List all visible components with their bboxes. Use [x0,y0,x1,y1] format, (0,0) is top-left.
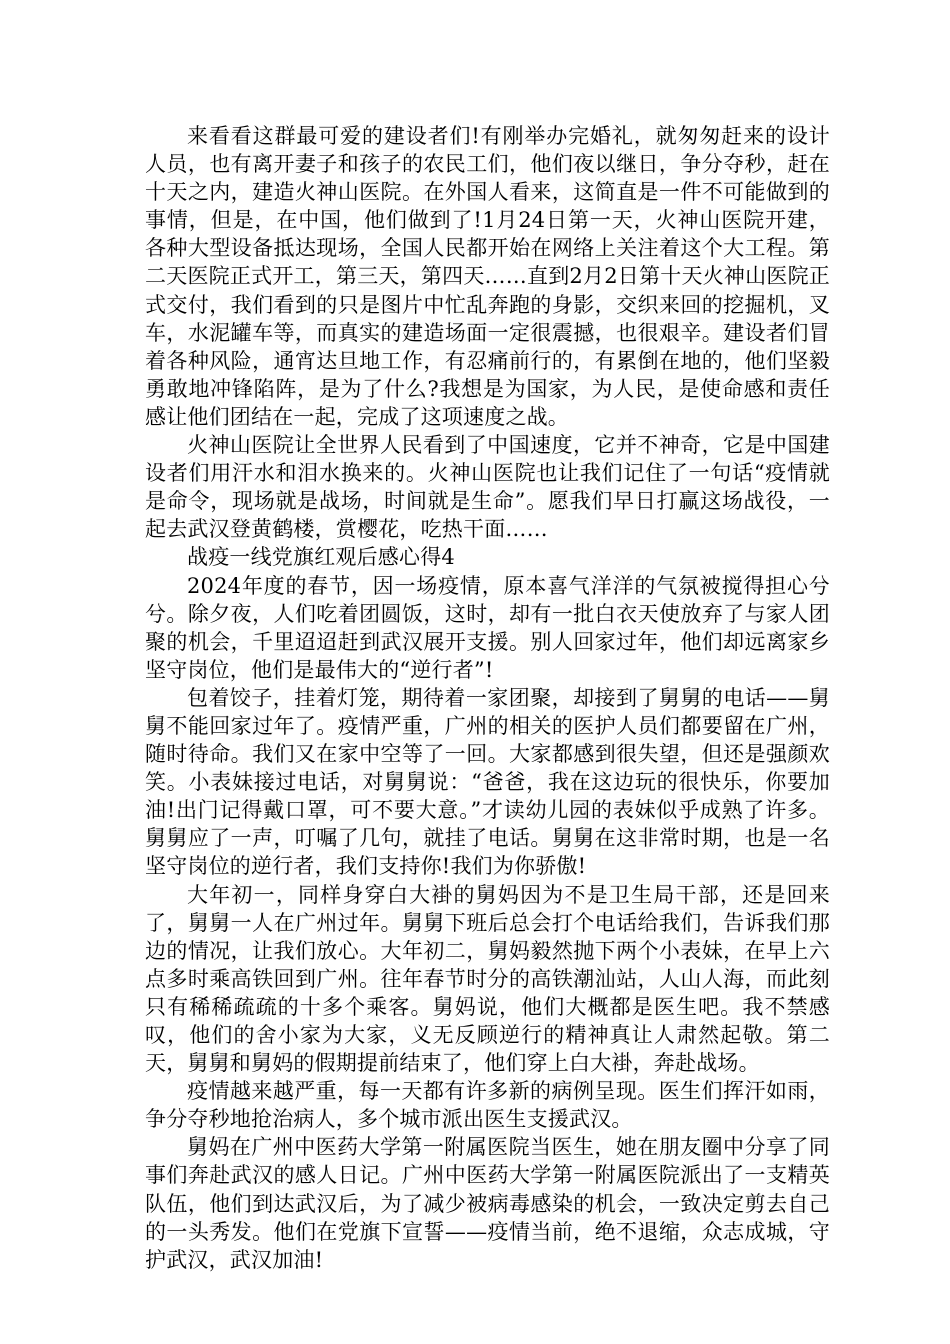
paragraph-aunt-diary: 舅妈在广州中医药大学第一附属医院当医生，她在朋友圈中分享了同事们奔赴武汉的感人日记。广州中医药大学第一附属医院派出了一支精英队伍，他们到达武汉后，为了减少被病毒感染的机会，一致决定剪去自己的一头秀发。他们在党旗下宣誓——疫情当前，绝不退缩，众志成城，守护武汉，武汉加油! [145,1135,830,1272]
paragraph-huoshenshan-speed: 火神山医院让全世界人民看到了中国速度，它并不神奇，它是中国建设者们用汗水和泪水换来的。火神山医院也让我们记住了一句话“疫情就是命令，现场就是战场，时间就是生命”。愿我们早日打赢这场战役，一起去武汉登黄鹤楼，赏樱花，吃热干面…… [145,433,830,542]
paragraph-epidemic-worsens: 疫情越来越严重，每一天都有许多新的病例呈现。医生们挥汗如雨，争分夺秒地抢治病人，多个城市派出医生支援武汉。 [145,1079,830,1132]
section-heading: 战疫一线党旗红观后感心得4 [187,545,455,570]
paragraph-spring-festival: 2024年度的春节，因一场疫情，原本喜气洋洋的气氛被搅得担心兮兮。除夕夜，人们吃着团圆饭，这时，却有一批白衣天使放弃了与家人团聚的机会，千里迢迢赶到武汉展开支援。别人回家过年，他们却远离家乡坚守岗位，他们是最伟大的“逆行者”! [145,573,830,682]
document-body [145,122,830,1274]
paragraph-builders: 来看看这群最可爱的建设者们!有刚举办完婚礼，就匆匆赶来的设计人员，也有离开妻子和孩子的农民工们，他们夜以继日，争分夺秒，赶在十天之内，建造火神山医院。在外国人看来，这简直是一件不可能做到的事情，但是，在中国，他们做到了!1月24日第一天，火神山医院开建，各种大型设备抵达现场，全国人民都开始在网络上关注着这个大工程。第二天医院正式开工，第三天，第四天……直到2月2日第十天火神山医院正式交付，我们看到的只是图片中忙乱奔跑的身影，交织来回的挖掘机，叉车，水泥罐车等，而真实的建造场面一定很震撼，也很艰辛。建设者们冒着各种风险，通宵达旦地工作，有忍痛前行的，有累倒在地的，他们坚毅勇敢地冲锋陷阵，是为了什么?我想是为国家，为人民，是使命感和责任感让他们团结在一起，完成了这项速度之战。 [145,124,830,429]
paragraph-uncle-call: 包着饺子，挂着灯笼，期待着一家团聚，却接到了舅舅的电话——舅舅不能回家过年了。疫情严重，广州的相关的医护人员们都要留在广州，随时待命。我们又在家中空等了一回。大家都感到很失望，但还是强颜欢笑。小表妹接过电话，对舅舅说：“爸爸，我在这边玩的很快乐，你要加油!出门记得戴口罩，可不要大意。”才读幼儿园的表妹似乎成熟了许多。舅舅应了一声，叮嘱了几句，就挂了电话。舅舅在这非常时期，也是一名坚守岗位的逆行者，我们支持你!我们为你骄傲! [145,685,830,879]
paragraph-new-year-day: 大年初一，同样身穿白大褂的舅妈因为不是卫生局干部，还是回来了，舅舅一人在广州过年。舅舅下班后总会打个电话给我们，告诉我们那边的情况，让我们放心。大年初二，舅妈毅然抛下两个小表妹，在早上六点多时乘高铁回到广州。往年春节时分的高铁潮汕站，人山人海，而此刻只有稀稀疏疏的十多个乘客。舅妈说，他们大概都是医生吧。我不禁感叹，他们的舍小家为大家，义无反顾逆行的精神真让人肃然起敬。第二天，舅舅和舅妈的假期提前结束了，他们穿上白大褂，奔赴战场。 [145,882,830,1076]
